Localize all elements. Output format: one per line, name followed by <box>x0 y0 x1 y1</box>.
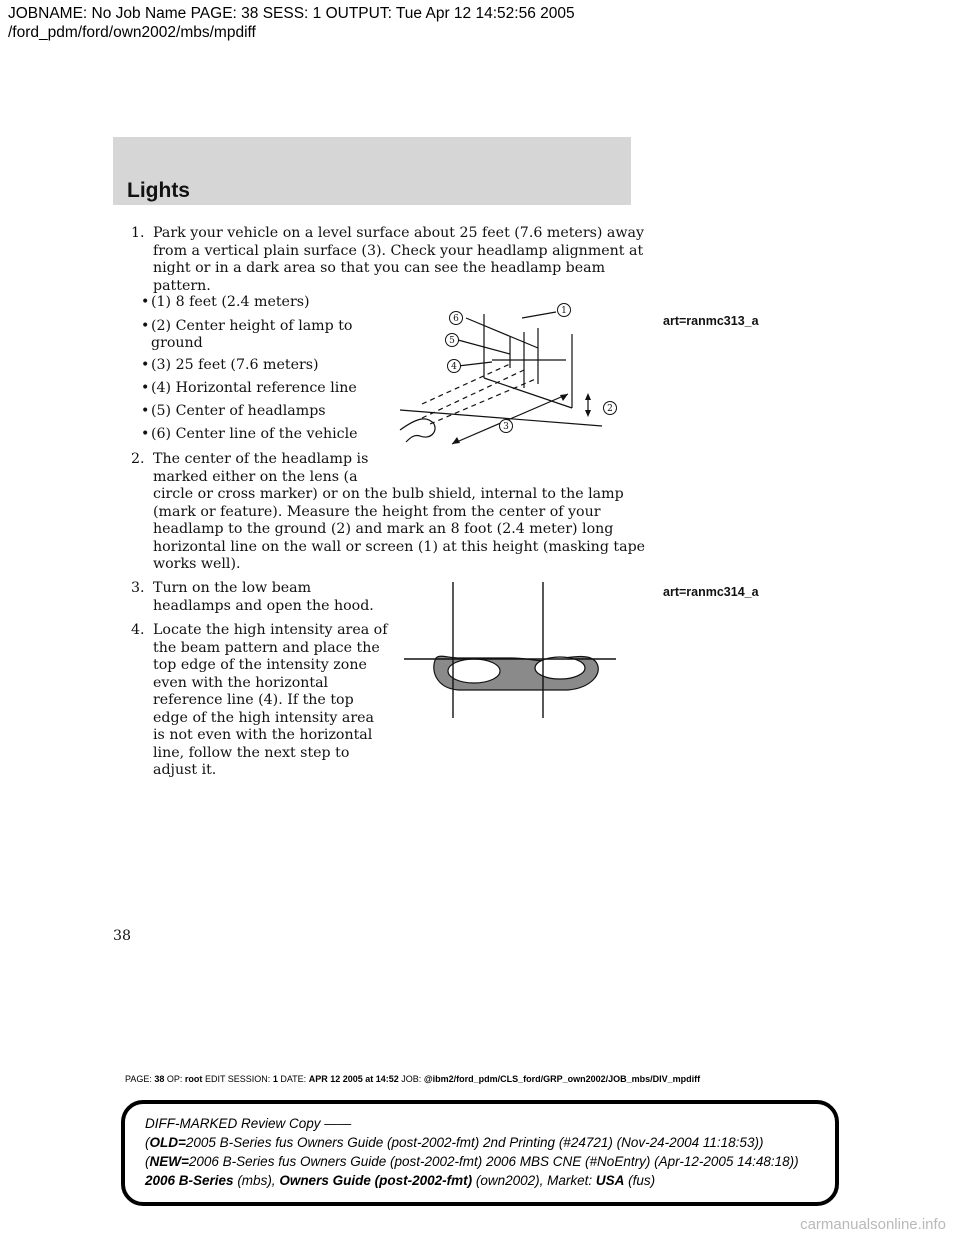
callout-2-label: 2 <box>607 404 613 414</box>
step-line: Turn on the low beam <box>153 580 312 596</box>
diff-product-code: (mbs), <box>233 1173 280 1188</box>
art-label-ranmc314: art=ranmc314_a <box>663 585 759 599</box>
step-line: edge of the high intensity area <box>153 709 374 726</box>
diff-product: 2006 B-Series <box>145 1173 234 1188</box>
diff-review-text <box>145 1114 799 1190</box>
step-line: pattern. <box>153 277 211 294</box>
diff-old-value: 2005 B-Series fus Owners Guide (post-2002-fmt) 2nd Printing (#24721) (Nov-24-2004 11:18:53)) <box>185 1135 764 1150</box>
step-line: (mark or feature). Measure the height from the center of your <box>153 503 601 520</box>
step-line: the beam pattern and place the <box>153 639 380 656</box>
bullet-item <box>141 318 352 336</box>
bullet-text: (6) Center line of the vehicle <box>151 426 358 442</box>
bullet-text: (4) Horizontal reference line <box>151 380 357 396</box>
step-line: circle or cross marker) or on the bulb shield, internal to the lamp <box>153 486 624 502</box>
bullet-item <box>141 403 326 421</box>
footer-job: @ibm2/ford_pdm/CLS_ford/GRP_own2002/JOB_mbs/DIV_mpdiff <box>423 1074 701 1084</box>
diff-paren: ( <box>145 1135 150 1150</box>
footer-session-label: EDIT SESSION: <box>204 1074 271 1084</box>
step-number: 2. <box>131 451 145 467</box>
step-line: Locate the high intensity area of <box>153 622 388 638</box>
diff-guide-code: (own2002), <box>472 1173 548 1188</box>
section-header-band <box>113 137 631 205</box>
diff-line-3 <box>145 1152 799 1171</box>
bullet-text: (5) Center of headlamps <box>151 403 326 419</box>
art-label-ranmc313: art=ranmc313_a <box>663 314 759 328</box>
footer-page: 38 <box>154 1074 165 1084</box>
step-line: headlamp to the ground (2) and mark an 8 foot (2.4 meter) long <box>153 521 614 537</box>
diff-new-key: NEW= <box>149 1154 189 1169</box>
diff-old-key: OLD= <box>149 1135 186 1150</box>
bullet-item <box>141 380 357 398</box>
step-line: headlamps and open the hood. <box>153 597 374 614</box>
bullet-symbol: • <box>141 318 150 334</box>
step-line: The center of the headlamp is <box>153 451 369 467</box>
step-text <box>153 225 644 295</box>
step-line: works well). <box>153 556 241 572</box>
bullet-symbol: • <box>141 294 150 310</box>
footer-job-label: JOB: <box>401 1074 422 1084</box>
diff-market: USA <box>595 1173 625 1188</box>
diff-line-4 <box>145 1171 799 1190</box>
callout-1-label: 1 <box>561 306 567 316</box>
step-number: 1. <box>131 225 145 241</box>
bullet-text: (3) 25 feet (7.6 meters) <box>151 357 319 373</box>
footer-op: root <box>184 1074 203 1084</box>
diff-market-code: (fus) <box>624 1173 656 1188</box>
bullet-symbol: • <box>141 403 150 419</box>
headlamp-aiming-diagram <box>396 296 618 456</box>
bullet-text: (1) 8 feet (2.4 meters) <box>151 294 310 310</box>
footer-session: 1 <box>272 1074 278 1084</box>
diff-line-1: DIFF-MARKED Review Copy —— <box>145 1116 352 1131</box>
step-text <box>153 451 645 574</box>
watermark: carmanualsonline.info <box>800 1216 946 1233</box>
step-line: even with the horizontal <box>153 674 329 691</box>
footer-date-label: DATE: <box>280 1074 307 1084</box>
bullet-item <box>141 294 310 312</box>
step-text <box>153 580 374 615</box>
bullet-symbol: • <box>141 380 150 396</box>
bullet-continuation: ground <box>151 335 203 351</box>
beam-pattern-diagram <box>400 578 620 720</box>
bullet-item <box>141 426 358 444</box>
job-header <box>8 4 575 42</box>
callout-3-label: 3 <box>503 422 509 432</box>
step-line: reference line (4). If the top <box>153 692 354 708</box>
diff-paren: ( <box>145 1154 150 1169</box>
footer-page-label: PAGE: <box>125 1074 152 1084</box>
step-number: 3. <box>131 580 145 596</box>
step-text <box>153 622 387 780</box>
callout-6-label: 6 <box>453 314 459 324</box>
step-line: marked either on the lens (a <box>153 468 358 485</box>
bullet-symbol: • <box>141 357 150 373</box>
diff-guide: Owners Guide (post-2002-fmt) <box>279 1173 473 1188</box>
beam-hotspot-left <box>448 659 500 683</box>
step-line: Park your vehicle on a level surface about 25 feet (7.6 meters) away <box>153 225 645 241</box>
footer-date: APR 12 2005 at 14:52 <box>308 1074 399 1084</box>
footer-metadata <box>125 1074 700 1084</box>
step-line: adjust it. <box>153 762 217 778</box>
page-number: 38 <box>113 928 132 944</box>
step-line: top edge of the intensity zone <box>153 657 367 673</box>
bullet-symbol: • <box>141 426 150 442</box>
step-line: horizontal line on the wall or screen (1) at this height (masking tape <box>153 538 646 555</box>
diff-new-value: 2006 B-Series fus Owners Guide (post-2002-fmt) 2006 MBS CNE (#NoEntry) (Apr-12-2005 14:48:18)) <box>188 1154 799 1169</box>
step-number: 4. <box>131 622 145 638</box>
diff-line-2 <box>145 1133 799 1152</box>
step-line: line, follow the next step to <box>153 744 350 761</box>
step-line: is not even with the horizontal <box>153 727 373 743</box>
bullet-text: (2) Center height of lamp to <box>151 318 353 334</box>
bullet-item <box>141 357 319 375</box>
step-line: from a vertical plain surface (3). Check your headlamp alignment at <box>153 242 644 259</box>
callout-5-label: 5 <box>449 336 455 346</box>
job-header-line1: JOBNAME: No Job Name PAGE: 38 SESS: 1 OUTPUT: Tue Apr 12 14:52:56 2005 <box>8 5 575 22</box>
step-line: night or in a dark area so that you can see the headlamp beam <box>153 260 606 276</box>
job-header-line2: /ford_pdm/ford/own2002/mbs/mpdiff <box>8 24 256 41</box>
diff-review-box <box>121 1100 839 1206</box>
footer-op-label: OP: <box>166 1074 183 1084</box>
callout-4-label: 4 <box>451 362 457 372</box>
diff-market-label: Market: <box>547 1173 596 1188</box>
section-title: Lights <box>127 179 190 202</box>
